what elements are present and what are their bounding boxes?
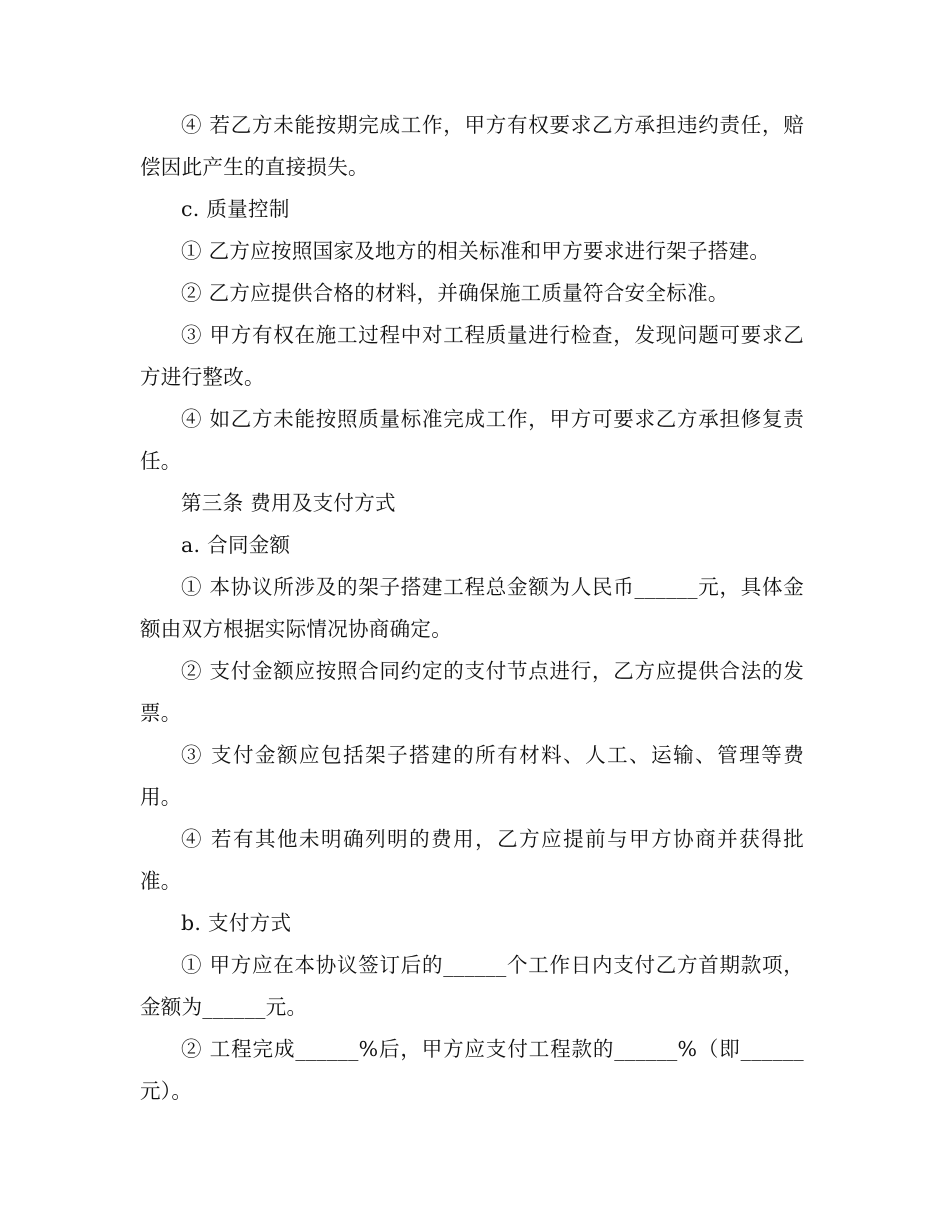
clause-paragraph: ③ 甲方有权在施工过程中对工程质量进行检查，发现问题可要求乙方进行整改。 [140,323,804,389]
clause-paragraph: ② 工程完成______%后，甲方应支付工程款的______%（即______元）。 [140,1037,804,1103]
article-heading: 第三条 费用及支付方式 [181,491,396,515]
clause-paragraph: ① 乙方应按照国家及地方的相关标准和甲方要求进行架子搭建。 [181,239,771,263]
section-heading: c. 质量控制 [181,197,290,221]
clause-paragraph: ④ 如乙方未能按照质量标准完成工作，甲方可要求乙方承担修复责任。 [140,407,804,473]
document-body [140,104,804,1112]
clause-paragraph: ③ 支付金额应包括架子搭建的所有材料、人工、运输、管理等费用。 [140,743,804,809]
clause-paragraph: ② 乙方应提供合格的材料，并确保施工质量符合安全标准。 [181,281,729,305]
clause-paragraph: ④ 若乙方未能按期完成工作，甲方有权要求乙方承担违约责任，赔偿因此产生的直接损失。 [140,113,804,179]
clause-paragraph: ① 甲方应在本协议签订后的______个工作日内支付乙方首期款项，金额为______元。 [140,953,804,1019]
clause-paragraph: ① 本协议所涉及的架子搭建工程总金额为人民币______元，具体金额由双方根据实际情况协商确定。 [140,575,804,641]
clause-paragraph: ② 支付金额应按照合同约定的支付节点进行，乙方应提供合法的发票。 [140,659,804,725]
section-heading: b. 支付方式 [181,911,292,935]
clause-paragraph: ④ 若有其他未明确列明的费用，乙方应提前与甲方协商并获得批准。 [140,827,804,893]
section-heading: a. 合同金额 [181,533,291,557]
